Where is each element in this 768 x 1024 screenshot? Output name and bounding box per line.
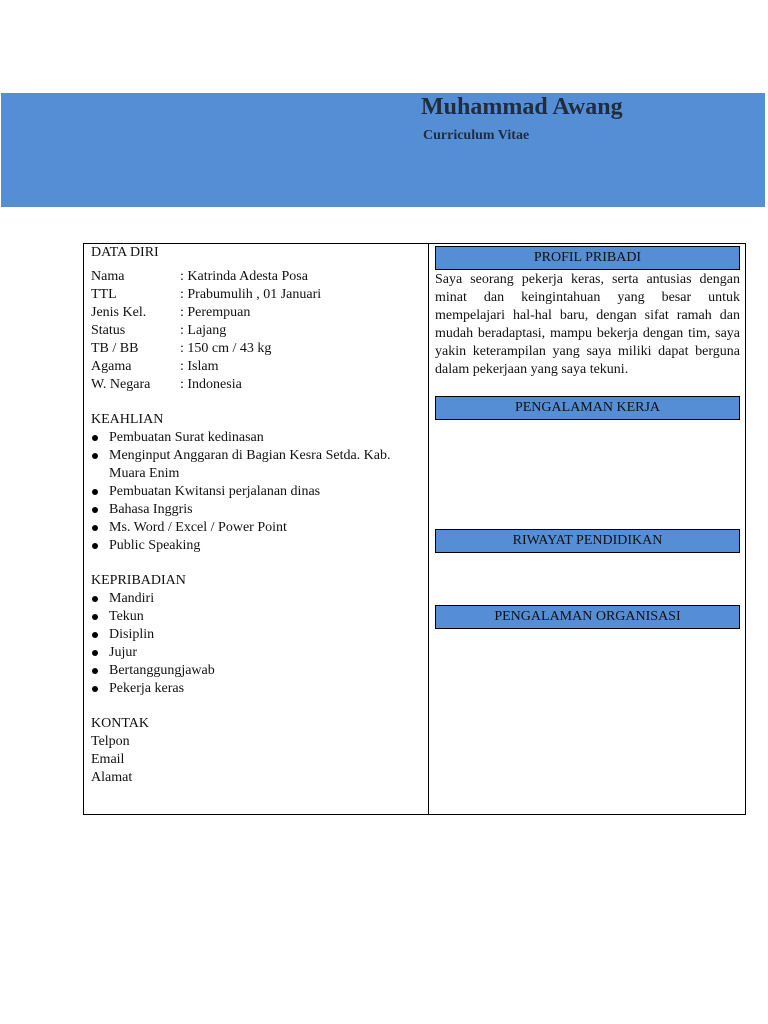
skills-title: KEAHLIAN bbox=[91, 412, 164, 427]
skill-item: Bahasa Inggris bbox=[91, 501, 423, 519]
skills-list bbox=[91, 429, 423, 555]
skill-item: Public Speaking bbox=[91, 537, 423, 555]
left-column bbox=[91, 244, 423, 787]
personality-item: Disiplin bbox=[91, 626, 423, 644]
personal-row bbox=[91, 322, 423, 340]
personal-value: : Indonesia bbox=[180, 377, 242, 392]
spacer bbox=[91, 555, 423, 572]
cv-table bbox=[83, 243, 746, 815]
personality-item: Jujur bbox=[91, 644, 423, 662]
organization-experience-header: PENGALAMAN ORGANISASI bbox=[435, 605, 740, 629]
personal-label: Jenis Kel. bbox=[91, 305, 147, 320]
personal-value: : Perempuan bbox=[180, 305, 251, 320]
personal-row bbox=[91, 340, 423, 358]
personality-item: Mandiri bbox=[91, 590, 423, 608]
personal-value: : Prabumulih , 01 Januari bbox=[180, 287, 322, 302]
personality-item: Bertanggungjawab bbox=[91, 662, 423, 680]
personal-row bbox=[91, 268, 423, 286]
education-history-header: RIWAYAT PENDIDIKAN bbox=[435, 529, 740, 553]
personality-item: Tekun bbox=[91, 608, 423, 626]
personal-row bbox=[91, 358, 423, 376]
personal-row bbox=[91, 304, 423, 322]
spacer bbox=[91, 394, 423, 411]
personality-title: KEPRIBADIAN bbox=[91, 573, 186, 588]
personal-row bbox=[91, 376, 423, 394]
personal-label: TB / BB bbox=[91, 341, 139, 356]
skill-item: Ms. Word / Excel / Power Point bbox=[91, 519, 423, 537]
contact-phone: Telpon bbox=[91, 734, 130, 749]
profile-text: Saya seorang pekerja keras, serta antusias dengan minat dan keingintahuan yang besar untuk mempelajari hal-hal baru, dengan sifat ramah dan mudah beradaptasi, mampu bekerja dengan tim, saya yakin keterampilan yang saya miliki dapat berguna dalam pekerjaan yang saya tekuni. bbox=[435, 272, 740, 377]
skill-item: Pembuatan Kwitansi perjalanan dinas bbox=[91, 483, 423, 501]
personal-data-list bbox=[91, 268, 423, 394]
spacer bbox=[91, 698, 423, 715]
personal-data-title: DATA DIRI bbox=[91, 245, 159, 260]
personal-label: Status bbox=[91, 323, 126, 338]
personal-value: : 150 cm / 43 kg bbox=[180, 341, 272, 356]
personality-list bbox=[91, 590, 423, 698]
cv-subtitle: Curriculum Vitae bbox=[423, 128, 530, 143]
personal-label: TTL bbox=[91, 287, 117, 302]
personal-value: : Katrinda Adesta Posa bbox=[180, 269, 308, 284]
contact-title: KONTAK bbox=[91, 716, 149, 731]
skill-item: Menginput Anggaran di Bagian Kesra Setda. Kab. Muara Enim bbox=[91, 447, 423, 483]
contact-address: Alamat bbox=[91, 770, 133, 785]
personal-value: : Lajang bbox=[180, 323, 227, 338]
work-experience-header: PENGALAMAN KERJA bbox=[435, 396, 740, 420]
profile-header: PROFIL PRIBADI bbox=[435, 246, 740, 270]
skill-item: Pembuatan Surat kedinasan bbox=[91, 429, 423, 447]
cv-owner-name: Muhammad Awang bbox=[421, 94, 623, 120]
personal-label: Agama bbox=[91, 359, 132, 374]
personal-row bbox=[91, 286, 423, 304]
contact-email: Email bbox=[91, 752, 125, 767]
personal-label: W. Negara bbox=[91, 377, 151, 392]
personal-label: Nama bbox=[91, 269, 125, 284]
personality-item: Pekerja keras bbox=[91, 680, 423, 698]
column-divider bbox=[428, 244, 429, 814]
personal-value: : Islam bbox=[180, 359, 219, 374]
header-band bbox=[1, 93, 765, 207]
